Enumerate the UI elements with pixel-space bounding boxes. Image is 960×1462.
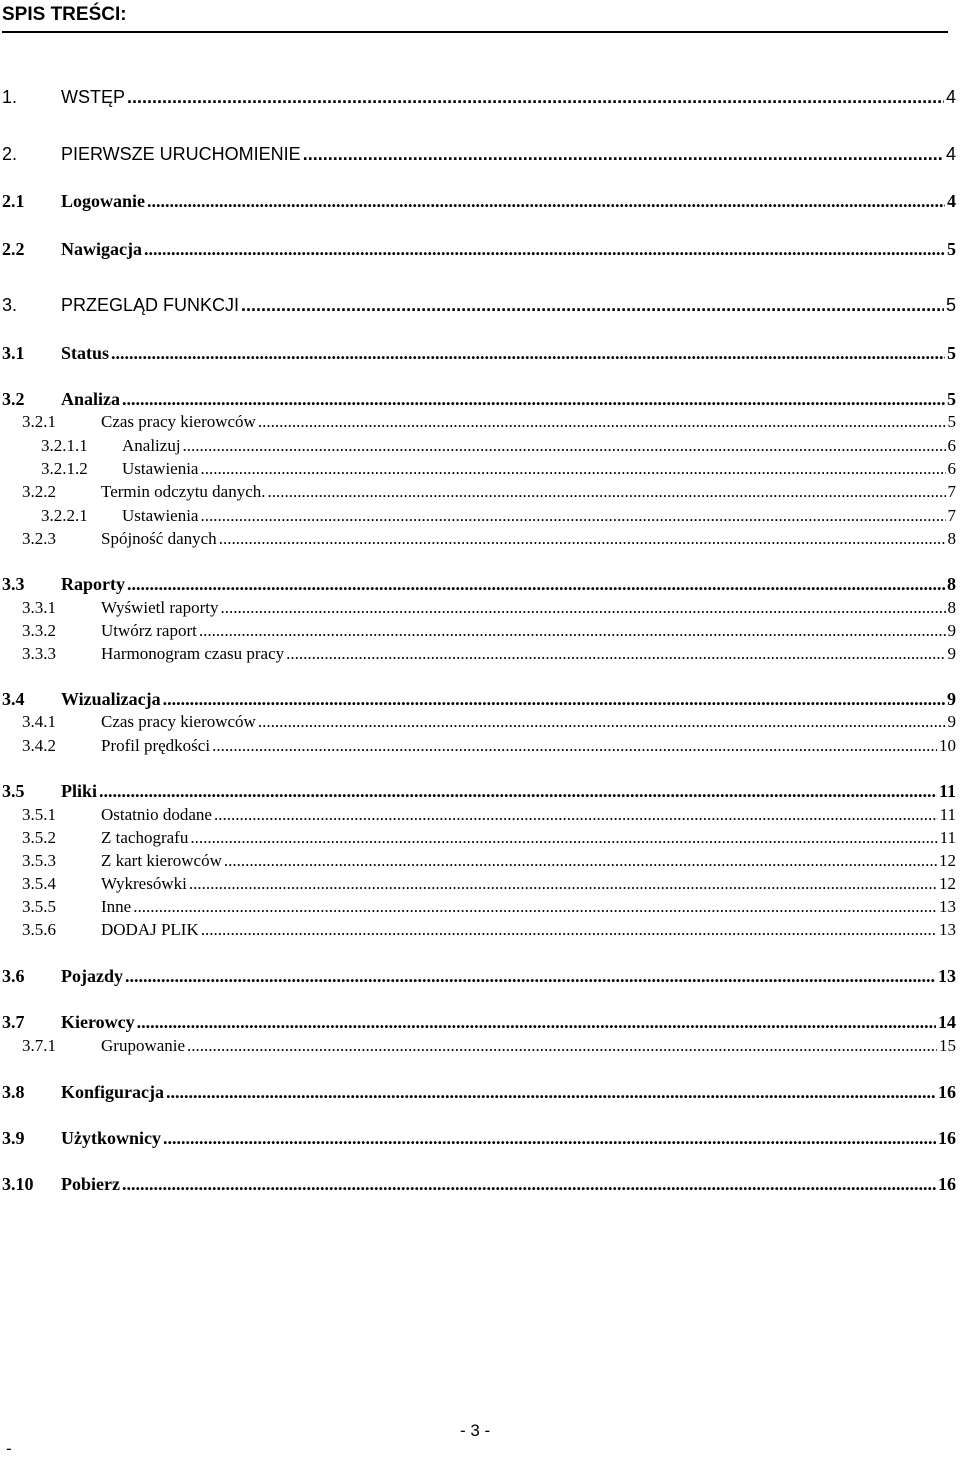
toc-entry-page: 15 (939, 1036, 956, 1055)
toc-entry-title: Czas pracy kierowców (101, 712, 256, 731)
toc-entry[interactable] (22, 850, 956, 871)
dot-leader (286, 643, 945, 664)
toc-entry-title: Utwórz raport (101, 621, 197, 640)
toc-entry-number: 3. (2, 295, 18, 315)
toc-entry-title: Z kart kierowców (101, 851, 222, 870)
toc-entry[interactable] (2, 780, 956, 802)
toc-entry[interactable] (22, 896, 956, 917)
dot-leader (127, 86, 944, 108)
toc-entry[interactable] (22, 1035, 956, 1056)
dot-leader (219, 528, 946, 549)
toc-entry-title: Nawigacja (61, 239, 142, 259)
toc-entry[interactable] (2, 238, 956, 260)
toc-entry-number: 3.2.1 (22, 412, 56, 431)
toc-entry-title: Inne (101, 897, 132, 916)
toc-entry-title: Harmonogram czasu pracy (101, 644, 285, 663)
toc-entry-number: 3.4.1 (22, 712, 56, 731)
dot-leader (183, 435, 946, 456)
toc-entry-page: 5 (947, 343, 956, 363)
dot-leader (224, 850, 937, 871)
toc-entry[interactable] (2, 1173, 956, 1195)
toc-entry[interactable] (2, 1081, 956, 1103)
toc-entry[interactable] (2, 190, 956, 212)
toc-entry-title: Raporty (61, 574, 125, 594)
dot-leader (190, 827, 937, 848)
toc-entry[interactable] (22, 411, 956, 432)
toc-entry-page: 11 (939, 828, 956, 847)
toc-entry-page: 7 (947, 506, 956, 525)
toc-entry-page: 16 (938, 1174, 956, 1194)
toc-entry-page: 5 (947, 239, 956, 259)
toc-entry-page: 8 (947, 574, 956, 594)
toc-entry-page: 6 (947, 459, 956, 478)
toc-entry-title: Ustawienia (122, 506, 199, 525)
toc-entry-number: 3.2.2 (22, 482, 56, 501)
toc-entry-page: 13 (939, 897, 956, 916)
toc-entry-title: Ostatnio dodane (101, 805, 212, 824)
toc-entry-title: Z tachografu (101, 828, 189, 847)
toc-entry-title: Profil prędkości (101, 736, 211, 755)
toc-entry[interactable] (41, 505, 956, 526)
toc-entry-number: 3.4.2 (22, 736, 56, 755)
toc-entry-number: 3.3.2 (22, 621, 56, 640)
toc-entry-number: 3.2 (2, 389, 25, 409)
dot-leader (99, 780, 937, 802)
toc-entry[interactable] (22, 528, 956, 549)
toc-entry-page: 5 (947, 412, 956, 431)
dot-leader (166, 1081, 936, 1103)
toc-entry-title: Termin odczytu danych. (101, 482, 266, 501)
dot-leader (258, 411, 946, 432)
toc-entry[interactable] (22, 919, 956, 940)
toc-entry-number: 3.5.2 (22, 828, 56, 847)
dot-leader (122, 1173, 936, 1195)
toc-entry[interactable] (22, 804, 956, 825)
toc-entry-number: 3.3.1 (22, 598, 56, 617)
dot-leader (163, 688, 945, 710)
dot-leader (241, 294, 944, 316)
toc-entry-number: 3.6 (2, 966, 25, 986)
dot-leader (125, 965, 936, 987)
dot-leader (163, 1127, 936, 1149)
dot-leader (214, 804, 938, 825)
toc-entry-page: 13 (938, 966, 956, 986)
toc-entry[interactable] (2, 342, 956, 364)
toc-entry-title: PRZEGLĄD FUNKCJI (61, 295, 240, 315)
toc-entry-number: 3.5.6 (22, 920, 56, 939)
toc-entry-title: Ustawienia (122, 459, 199, 478)
toc-entry-title: Pobierz (61, 1174, 120, 1194)
toc-entry-number: 3.7 (2, 1012, 25, 1032)
toc-entry-title: Analiza (61, 389, 121, 409)
toc-entry-title: Konfiguracja (61, 1082, 164, 1102)
dot-leader (258, 711, 946, 732)
toc-entry-page: 9 (947, 644, 956, 663)
dot-leader (133, 896, 937, 917)
toc-entry-page: 5 (947, 389, 956, 409)
toc-entry-title: Spójność danych (101, 529, 217, 548)
toc-entry[interactable] (22, 597, 956, 618)
page-number: - 3 - (460, 1421, 491, 1440)
toc-entry[interactable] (2, 573, 956, 595)
toc-entry[interactable] (2, 688, 956, 710)
dot-leader (187, 1035, 937, 1056)
toc-entry-number: 3.2.1.1 (41, 436, 88, 455)
toc-entry[interactable] (22, 620, 956, 641)
dot-leader (127, 573, 945, 595)
toc-entry-title: PIERWSZE URUCHOMIENIE (61, 144, 301, 164)
toc-entry-page: 9 (947, 689, 956, 709)
toc-entry-title: Pojazdy (61, 966, 123, 986)
toc-entry-title: Kierowcy (61, 1012, 135, 1032)
toc-entry-title: Czas pracy kierowców (101, 412, 256, 431)
dot-leader (111, 342, 945, 364)
dot-leader (200, 458, 945, 479)
toc-entry-page: 14 (938, 1012, 956, 1032)
toc-entry-page: 7 (947, 482, 956, 501)
toc-entry[interactable] (22, 735, 956, 756)
toc-entry-title: Analizuj (122, 436, 181, 455)
toc-entry-page: 11 (938, 781, 956, 801)
toc-entry-title: Wyświetl raporty (101, 598, 219, 617)
toc-entry-page: 12 (939, 851, 956, 870)
toc-entry[interactable] (2, 143, 956, 165)
toc-entry-number: 3.5.1 (22, 805, 56, 824)
dot-leader (137, 1011, 936, 1033)
toc-entry-number: 3.5.3 (22, 851, 56, 870)
dot-leader (201, 919, 937, 940)
toc-heading: SPIS TREŚCI: (2, 4, 127, 25)
dot-leader (200, 505, 945, 526)
dot-leader (189, 873, 937, 894)
toc-entry-number: 3.3 (2, 574, 25, 594)
toc-entry-number: 3.4 (2, 689, 25, 709)
toc-entry[interactable] (2, 86, 956, 108)
toc-entry-number: 3.5.5 (22, 897, 56, 916)
toc-entry-page: 5 (945, 295, 956, 315)
toc-entry-title: Logowanie (61, 191, 146, 211)
toc-entry-number: 1. (2, 87, 18, 107)
toc-entry-page: 6 (947, 436, 956, 455)
toc-entry-page: 4 (947, 191, 956, 211)
toc-entry-number: 3.10 (2, 1174, 34, 1194)
toc-entry-page: 8 (947, 598, 956, 617)
toc-entry-title: Wizualizacja (61, 689, 161, 709)
dot-leader (199, 620, 946, 641)
toc-entry-title: Użytkownicy (61, 1128, 161, 1148)
toc-entry-number: 3.2.3 (22, 529, 56, 548)
toc-entry-number: 3.2.1.2 (41, 459, 88, 478)
toc-entry-number: 3.9 (2, 1128, 25, 1148)
toc-entry[interactable] (22, 827, 956, 848)
toc-entry[interactable] (2, 294, 956, 316)
toc-entry-title: DODAJ PLIK (101, 920, 199, 939)
dot-leader (144, 238, 945, 260)
toc-entry-number: 3.8 (2, 1082, 25, 1102)
toc-entry-page: 16 (938, 1128, 956, 1148)
toc-entry-title: Grupowanie (101, 1036, 186, 1055)
dot-leader (268, 481, 946, 502)
toc-entry-page: 4 (945, 87, 956, 107)
toc-entry-number: 3.3.3 (22, 644, 56, 663)
footer-dash: - (6, 1439, 12, 1458)
toc-entry[interactable] (22, 873, 956, 894)
toc-entry-page: 8 (947, 529, 956, 548)
toc-entry-number: 2.1 (2, 191, 25, 211)
toc-entry[interactable] (2, 1011, 956, 1033)
toc-entry-page: 13 (939, 920, 956, 939)
toc-entry-page: 12 (939, 874, 956, 893)
toc-entry-page: 9 (947, 621, 956, 640)
toc-entry-page: 16 (938, 1082, 956, 1102)
toc-entry[interactable] (22, 481, 956, 502)
toc-entry-page: 11 (939, 805, 956, 824)
dot-leader (303, 143, 944, 165)
toc-entry-page: 10 (939, 736, 956, 755)
toc-entry-title: Status (61, 343, 110, 363)
toc-entry-number: 3.5 (2, 781, 25, 801)
toc-entry-number: 3.7.1 (22, 1036, 56, 1055)
toc-entry[interactable] (2, 388, 956, 410)
toc-entry-number: 2. (2, 144, 18, 164)
toc-entry[interactable] (41, 458, 956, 479)
dot-leader (122, 388, 945, 410)
toc-entry[interactable] (41, 435, 956, 456)
toc-entry-number: 2.2 (2, 239, 25, 259)
toc-entry-title: WSTĘP (61, 87, 126, 107)
toc-entry-title: Wykresówki (101, 874, 187, 893)
toc-entry[interactable] (22, 643, 956, 664)
toc-entry-page: 4 (945, 144, 956, 164)
dot-leader (212, 735, 937, 756)
dot-leader (220, 597, 945, 618)
toc-entry[interactable] (22, 711, 956, 732)
toc-entry[interactable] (2, 1127, 956, 1149)
dot-leader (147, 190, 945, 212)
toc-entry-title: Pliki (61, 781, 98, 801)
toc-entry-number: 3.5.4 (22, 874, 56, 893)
toc-entry-number: 3.1 (2, 343, 25, 363)
toc-entry-page: 9 (947, 712, 956, 731)
toc-entry[interactable] (2, 965, 956, 987)
toc-entry-number: 3.2.2.1 (41, 506, 88, 525)
